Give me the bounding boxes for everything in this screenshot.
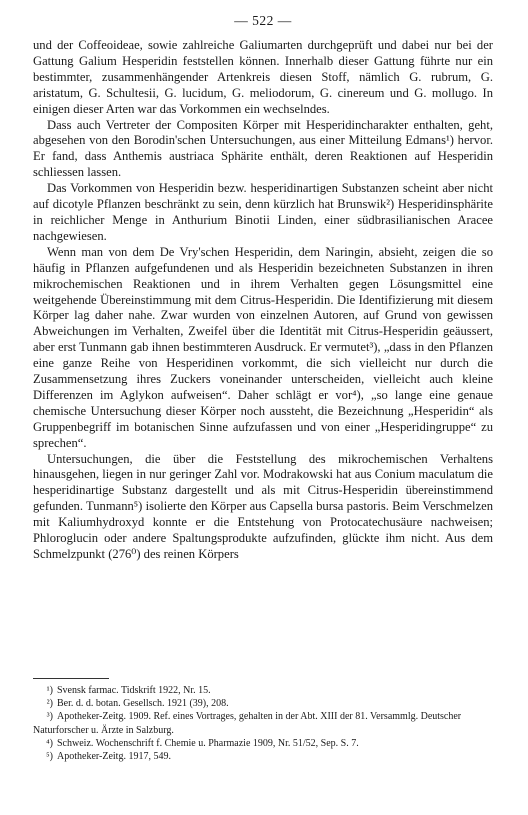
footnote-number: ³) xyxy=(46,711,53,723)
footnote-number: ¹) xyxy=(46,685,53,696)
footnote-text: Apotheker-Zeitg. 1909. Ref. eines Vortrages, gehalten in der Abt. XIII der 81. Versammlg. Deutscher Naturforscher u. Ärzte in Salzburg. xyxy=(33,711,462,736)
footnote-4 xyxy=(33,737,493,750)
paragraph-3: Das Vorkommen von Hesperidin bezw. hesperidinartigen Substanzen scheint aber nicht auf dicotyle Pflanzen beschränkt zu sein, denn kürzlich hat Brunswik²) Hesperidinsphärite in reichlicher Menge in Anthurium Binotii Linden, einer südbrasilianischen Aracee nachgewiesen. xyxy=(33,181,493,243)
footnote-number: ²) xyxy=(46,698,53,710)
footnote-text: Ber. d. d. botan. Gesellsch. 1921 (39), 208. xyxy=(57,698,229,710)
footnote-2 xyxy=(33,697,493,710)
footnote-number: ⁵) xyxy=(46,751,53,763)
footnotes xyxy=(33,678,493,763)
document-page xyxy=(33,12,493,563)
footnote-divider xyxy=(33,678,109,679)
footnote-number: ⁴) xyxy=(46,737,53,749)
page-number: — 522 — xyxy=(234,13,292,28)
footnote-5 xyxy=(33,750,493,763)
footnote-3 xyxy=(33,710,493,736)
footnote-1 xyxy=(33,684,493,697)
footnote-text: Schweiz. Wochenschrift f. Chemie u. Pharmazie 1909, Nr. 51/52, Sep. S. 7. xyxy=(57,737,359,749)
footnote-text: Svensk farmac. Tidskrift 1922, Nr. 15. xyxy=(57,685,211,696)
paragraph-4: Wenn man von dem De Vry'schen Hesperidin, dem Naringin, absieht, zeigen die so häufig in Pflanzen aufgefundenen und als Hesperidin bezeichneten Substanzen in ihren mikrochemischen Reaktionen und in ihrem Verhalten gegen Lösungsmittel eine weitgehende Übereinstimmung mit dem Citrus-Hesperidin. Die Identifizierung mit diesem Körper lag daher nahe. Zwar wurden von einzelnen Autoren, auf Grund von gewissen Abweichungen im Verhalten, Zweifel über die Identität mit Citrus-Hesperidin geäussert, aber erst Tunmann gab ihnen bestimmteren Ausdruck. Er vermutet³), „dass in den Pflanzen eine ganze Reihe von Hesperidinen vorkommt, die sich vielleicht nur durch die Zusammensetzung ihres Zuckers voneinander unterscheiden, vielleicht auch kleine Differenzen im Aglykon aufweisen“. Daher schlägt er vor⁴), „so lange eine genaue chemische Untersuchung dieser Körper noch aussteht, die Bezeichnung „Hesperidin“ als Gruppenbegriff im botanischen Sinne aufzufassen und von einer „Hesperidingruppe“ zu sprechen“. xyxy=(33,244,493,450)
paragraph-1: und der Coffeoideae, sowie zahlreiche Galiumarten durchgeprüft und dabei nur bei der Gattung Galium Hesperidin feststellen können. Innerhalb dieser Gattung führte nur ein bestimmter, zusammenhängender Artenkreis diesen Stoff, nämlich G. rubrum, G. aristatum, G. Schultesii, G. lucidum, G. meliodorum, G. cinereum und G. mollugo. In einigen dieser Arten war das Vorkommen ein wechselndes. xyxy=(33,38,493,116)
paragraph-5: Untersuchungen, die über die Feststellung des mikrochemischen Verhaltens hinausgehen, liegen in nur geringer Zahl vor. Modrakowski hat aus Conium maculatum die hesperidinartige Substanz dargestellt und als mit Citrus-Hesperidin übereinstimmend gefunden. Tunmann⁵) isolierte den Körper aus Capsella bursa pastoris. Beim Verschmelzen mit Kaliumhydroxyd konnte er die Entstehung von Protocatechusäure nachweisen; Phloroglucin oder andere Spaltungsprodukte aufzufinden, glückte ihm nicht. Aus dem Schmelzpunkt (276⁰) des reinen Körpers xyxy=(33,451,493,561)
footnote-text: Apotheker-Zeitg. 1917, 549. xyxy=(57,751,171,763)
paragraph-2: Dass auch Vertreter der Compositen Körper mit Hesperidincharakter enthalten, geht, abgesehen von den Borodin'schen Untersuchungen, aus einer Mitteilung Edmans¹) hervor. Er fand, dass Anthemis austriaca Sphärite enthält, deren Reaktionen auf Hesperidin schliessen lassen. xyxy=(33,117,493,180)
